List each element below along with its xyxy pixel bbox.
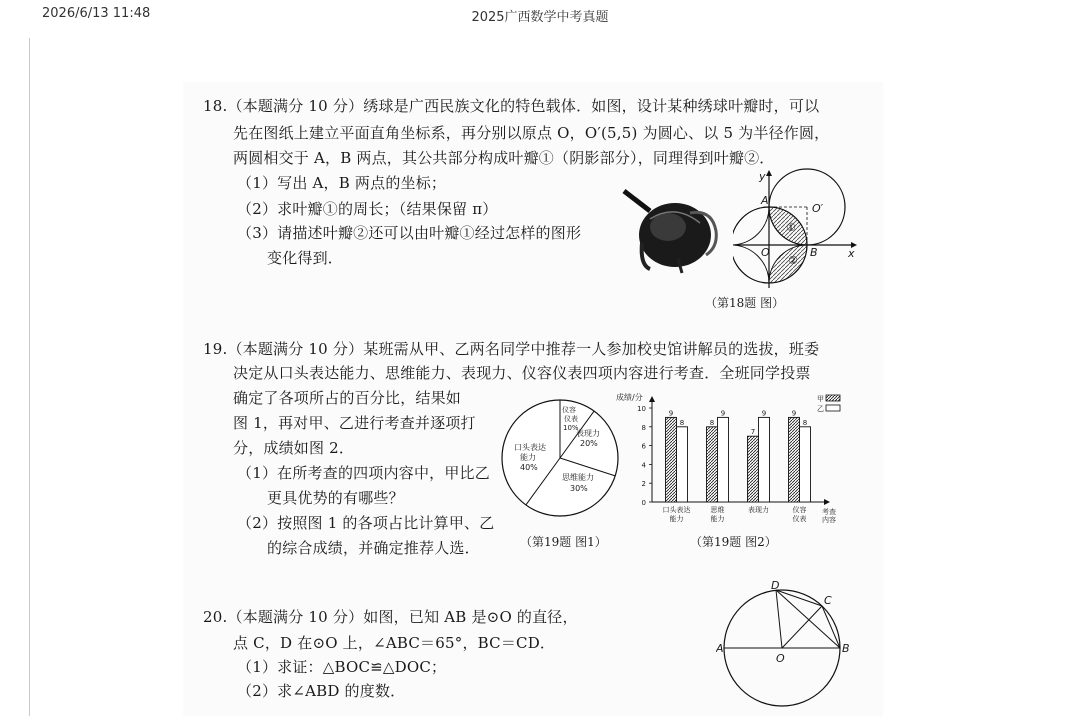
bar-ytick-label-0: 0: [641, 499, 646, 507]
bar-value-label-甲-2: 7: [750, 428, 756, 437]
bar-marks: [666, 409, 811, 502]
bar-value-label-乙-3: 8: [802, 418, 808, 427]
q18-label-O-prime: O′: [812, 202, 824, 215]
bar-乙-3: [800, 427, 811, 502]
pie-label-thinking-2: 30%: [570, 484, 588, 493]
q18-part-3-cont: 变化得到．: [267, 249, 344, 267]
q19-pie-caption: （第19题 图1）: [520, 535, 607, 549]
bar-legend-label-乙: 乙: [817, 405, 824, 413]
page-border: [29, 38, 30, 716]
q18-line-1: 18.（本题满分 10 分）绣球是广西民族文化的特色载体．如图，设计某种绣球叶瓣时，可以: [203, 97, 820, 115]
q19-pie-chart: [500, 398, 620, 518]
pie-label-expression-1: 表现力: [576, 429, 600, 438]
pie-label-speaking-2: 能力: [520, 453, 536, 462]
q19-side-line-3: 分，成绩如图 2．: [233, 439, 355, 457]
q18-line-2: 先在图纸上建立平面直角坐标系，再分别以原点 O，O′(5,5) 为圆心、以 5 为半径作圆，: [233, 124, 830, 142]
bar-value-label-乙-1: 9: [720, 409, 726, 418]
q19-bar-caption: （第19题 图2）: [690, 535, 777, 549]
bar-category-label-0-b: 能力: [669, 515, 684, 523]
pie-label-speaking-1: 口头表达: [514, 443, 546, 452]
pie-label-appearance-3: 10%: [563, 424, 579, 432]
q18-label-petal-1: ①: [786, 221, 796, 234]
bar-legend: [817, 395, 840, 413]
q19-line-1: 19.（本题满分 10 分）某班需从甲、乙两名同学中推荐一人参加校史馆讲解员的选拔，班委: [203, 340, 820, 358]
bar-category-label-3-b: 仪表: [792, 515, 807, 523]
q19-line-2: 决定从口头表达能力、思维能力、表现力、仪容仪表四项内容进行考查．全班同学投票: [233, 364, 811, 382]
bar-乙-0: [677, 427, 688, 502]
bar-乙-2: [759, 417, 770, 502]
document-title: 2025广西数学中考真题: [471, 10, 609, 25]
pie-label-expression-2: 20%: [580, 439, 598, 448]
bar-ylabel: 成绩/分: [616, 393, 643, 402]
bar-xlabel-1: 考查: [822, 508, 836, 516]
bar-category-label-3-a: 仪容: [792, 506, 807, 514]
bar-category-label-0-a: 口头表达: [662, 506, 691, 514]
bar-ytick-label-3: 6: [641, 442, 646, 451]
q19-part-2-cont: 的综合成绩，并确定推荐人选．: [267, 539, 480, 557]
bar-legend-swatch-甲: [826, 395, 840, 401]
q20-label-A: A: [716, 642, 724, 655]
bar-甲-1: [707, 427, 718, 502]
pie-label-appearance-2: 仪表: [564, 415, 578, 423]
bar-甲-0: [666, 417, 677, 502]
q18-label-petal-2: ②: [788, 254, 798, 267]
q20-line-2: 点 C，D 在⊙O 上，∠ABC＝65°，BC＝CD．: [233, 634, 556, 652]
bar-ytick-label-5: 10: [637, 405, 646, 413]
bar-category-label-1-a: 思维: [710, 506, 725, 514]
q20-part-1: （1）求证：△BOC≌△DOC；: [237, 658, 447, 676]
q18-figure-coordinate-circles: [733, 168, 858, 290]
pie-label-thinking-1: 思维能力: [562, 473, 594, 482]
bar-value-label-甲-3: 9: [791, 409, 797, 418]
q19-part-1-cont: 更具优势的有哪些？: [267, 489, 404, 507]
q20-label-O: O: [776, 652, 785, 665]
bar-value-label-乙-0: 8: [679, 418, 685, 427]
bar-value-label-甲-0: 9: [668, 409, 674, 418]
q20-circle-figure: [716, 580, 856, 716]
q19-part-2: （2）按照图 1 的各项占比计算甲、乙: [237, 514, 495, 532]
bar-value-label-乙-2: 9: [761, 409, 767, 418]
pie-label-appearance-1: 仪容: [562, 406, 576, 414]
q20-part-2: （2）求∠ABD 的度数．: [237, 682, 406, 700]
bar-legend-label-甲: 甲: [817, 395, 824, 403]
q18-label-x: x: [848, 247, 855, 260]
bar-ytick-label-4: 8: [641, 423, 646, 432]
q19-side-line-1: 确定了各项所占的百分比，结果如: [233, 389, 462, 407]
bar-ytick-label-1: 2: [641, 480, 646, 489]
q19-side-line-2: 图 1，再对甲、乙进行考查并逐项打: [233, 414, 476, 432]
bar-category-label-1-b: 能力: [710, 515, 725, 523]
bar-x-arrow: [824, 499, 830, 505]
q18-label-A: A: [761, 194, 769, 207]
bar-ytick-label-2: 4: [641, 461, 646, 470]
q18-part-1: （1）写出 A，B 两点的坐标；: [237, 174, 447, 192]
q18-part-2: （2）求叶瓣①的周长；（结果保留 π）: [237, 200, 498, 218]
print-datetime: 2026/6/13 11:48: [42, 6, 151, 21]
bar-乙-1: [718, 417, 729, 502]
bar-甲-2: [748, 436, 759, 502]
pie-label-speaking-3: 40%: [520, 463, 538, 472]
bar-category-label-2-a: 表现力: [748, 506, 769, 514]
q20-label-B: B: [842, 642, 850, 655]
q18-label-O: O: [761, 246, 770, 259]
bar-yticks: [637, 405, 652, 507]
q18-figure-caption: （第18题 图）: [705, 296, 785, 310]
q20-line-1: 20.（本题满分 10 分）如图，已知 AB 是⊙O 的直径，: [203, 608, 578, 626]
bar-value-label-甲-1: 8: [709, 418, 715, 427]
q18-label-B: B: [810, 246, 818, 259]
bar-categories: [663, 505, 807, 523]
q18-label-y: y: [759, 170, 766, 183]
q18-line-3: 两圆相交于 A，B 两点，其公共部分构成叶瓣①（阴影部分），同理得到叶瓣②．: [233, 149, 775, 167]
q20-label-D: D: [771, 580, 780, 592]
q18-part-3: （3）请描述叶瓣②还可以由叶瓣①经过怎样的图形: [237, 224, 582, 242]
q19-part-1: （1）在所考查的四项内容中，甲比乙: [237, 464, 490, 482]
q20-label-C: C: [824, 594, 832, 607]
bar-legend-swatch-乙: [826, 405, 840, 411]
bar-y-arrow: [649, 396, 655, 402]
hydrangea-ball-photo: [620, 183, 732, 275]
q19-bar-chart: [612, 390, 844, 530]
bar-xlabel-2: 内容: [822, 516, 836, 524]
bar-甲-3: [789, 417, 800, 502]
